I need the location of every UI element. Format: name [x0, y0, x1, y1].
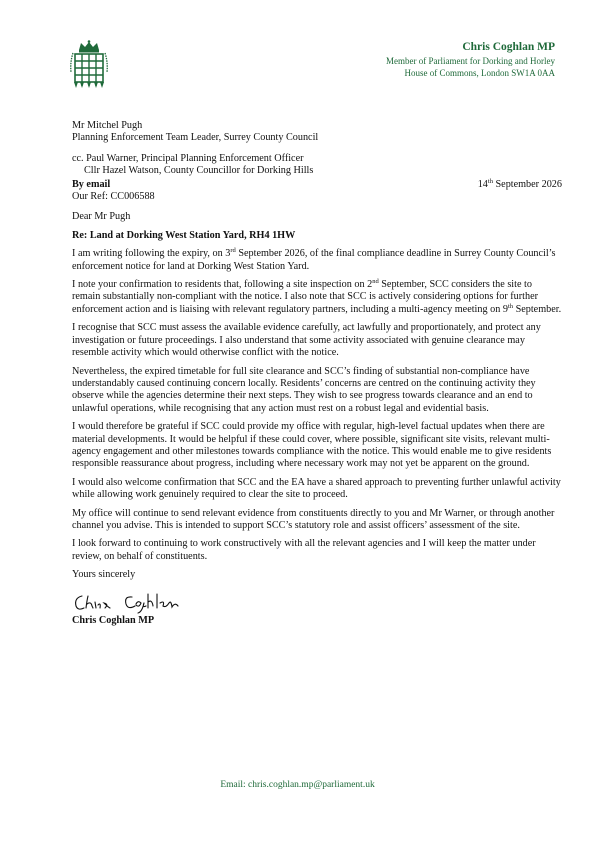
delivery-method: By email: [72, 178, 111, 190]
paragraph-4: Nevertheless, the expired timetable for full site clearance and SCC’s finding of substantial non-compliance have understandably caused continuing concern locally. Residents’ concerns are centred on the continuing activity they observe while the agencies determine their next steps. They wish to see progress towards clearance and an end to unlawful operations, while recognising that any action must rest on a robust legal and evidential basis.: [72, 365, 536, 414]
mp-address: House of Commons, London SW1A 0AA: [404, 68, 555, 78]
letterhead: [386, 40, 555, 79]
letter-body: [72, 120, 562, 627]
reference: Our Ref: CC006588: [72, 191, 155, 203]
mp-role: Member of Parliament for Dorking and Horley: [386, 56, 555, 66]
footer-email: Email: chris.coghlan.mp@parliament.uk: [220, 780, 375, 790]
recipient-name: Mr Mitchel Pugh: [72, 120, 143, 131]
salutation: Dear Mr Pugh: [72, 211, 131, 223]
paragraph-6: I would also welcome confirmation that SCC and the EA have a shared approach to preventing further unlawful activity while allowing work genuinely required to clear the site to proceed.: [72, 476, 561, 501]
closing: Yours sincerely: [72, 569, 136, 581]
paragraph-7: My office will continue to send relevant evidence from constituents directly to you and Mr Warner, or through another channel you advise. This is intended to support SCC’s statutory role and assist officers’ assessment of the site.: [72, 507, 555, 531]
cc-line-1: cc. Paul Warner, Principal Planning Enforcement Officer: [72, 152, 304, 164]
paragraph-2: I note your confirmation to residents that, following a site inspection on 2nd September, SCC considers the site to remain substantially non-compliant with the notice. I also note that SCC is actively considering options for further enforcement action and is liaising with relevant regulatory partners, including a multi-agency meeting on 9th September.: [72, 278, 562, 315]
subject-line: Re: Land at Dorking West Station Yard, RH4 1HW: [72, 229, 296, 241]
paragraph-5: I would therefore be grateful if SCC could provide my office with regular, high-level factual updates when there are material developments. It would be helpful if these could cover, where possible, significant site visits, relevant multi-agency engagement and other milestones towards compliance with the notice. This would enable me to give residents responsible reassurance about progress, including where necessary work may not yet be apparent on the ground.: [72, 421, 552, 470]
paragraph-3: I recognise that SCC must assess the available evidence carefully, act lawfully and proportionately, and protect any investigation or future proceedings. I also understand that some activity associated with genuine clearance may resemble activity which would otherwise conflict with the notice.: [72, 322, 541, 359]
letter-date: 14th September 2026: [477, 177, 562, 190]
cc-line-2: Cllr Hazel Watson, County Councillor for Dorking Hills: [84, 165, 314, 177]
portcullis-logo: [67, 40, 111, 90]
handwritten-signature: [72, 588, 192, 614]
paragraph-8: I look forward to continuing to work constructively with all the relevant agencies and I will keep the matter under review, on behalf of constituents.: [72, 538, 536, 562]
mp-name: Chris Coghlan MP: [462, 41, 555, 53]
signature-name: Chris Coghlan MP: [72, 614, 155, 626]
recipient-title: Planning Enforcement Team Leader, Surrey County Council: [72, 132, 319, 144]
paragraph-1: I am writing following the expiry, on 3rd September 2026, of the final compliance deadline in Surrey County Council’s enforcement notice for land at Dorking West Station Yard.: [72, 247, 556, 272]
